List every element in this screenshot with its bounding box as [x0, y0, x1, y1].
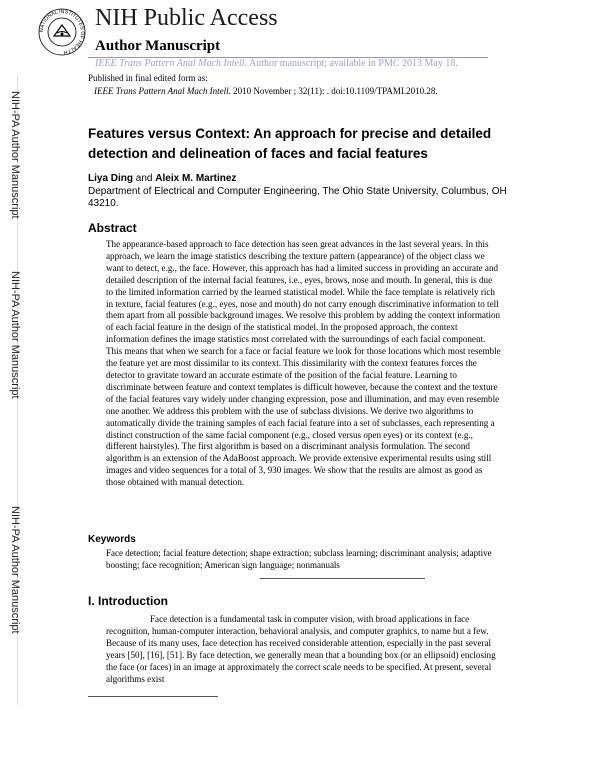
- availability-line: [95, 58, 458, 69]
- intro-heading: I. Introduction: [88, 594, 168, 608]
- availability-journal: IEEE Trans Pattern Anal Mach Intell: [95, 58, 245, 69]
- nih-public-access-title: NIH Public Access: [95, 5, 278, 31]
- abstract-heading: Abstract: [88, 221, 137, 235]
- author-manuscript-label: Author Manuscript: [95, 38, 221, 54]
- sidebar-label-1: NIH-PA Author Manuscript: [9, 91, 21, 219]
- published-citation-rest: . 2010 November ; 32(11): . doi:10.1109/TPAMI.2010.28.: [228, 86, 438, 96]
- footnote-rule: [88, 696, 218, 697]
- section-rule: [260, 578, 425, 579]
- keywords-text: Face detection; facial feature detection; shape extraction; subclass learning; discriminant analysis; adaptive boosting; face recognition; American sign language; nonmanuals: [106, 548, 492, 570]
- svg-text:NATIONAL INSTITUTES OF HEALTH: NATIONAL INSTITUTES OF HEALTH: [38, 8, 86, 55]
- sidebar-label-2: NIH-PA Author Manuscript: [9, 271, 21, 399]
- published-label: Published in final edited form as:: [88, 73, 208, 83]
- sidebar-label-3: NIH-PA Author Manuscript: [9, 506, 21, 634]
- availability-rest: . Author manuscript; available in PMC 2013 May 18.: [244, 58, 458, 69]
- published-citation: [94, 86, 438, 96]
- intro-text: Face detection is a fundamental task in computer vision, with broad applications in face recognition, human-computer interaction, behavioral analysis, and computer graphics, to name but a few. Because of its many uses, face detection has received considerable attention, especially in the past several years [50], [16], [51]. By face detection, we generally mean that a bounding box (or an ellipsoid) enclosing the face (or faces) in an image at approximately the correct scale needs to be specified. At present, several algorithms exist: [106, 614, 496, 684]
- author-1: Liya Ding: [88, 173, 134, 184]
- paper-title: Features versus Context: An approach for precise and detailed detection and delineation of faces and facial features: [88, 126, 492, 161]
- published-journal: IEEE Trans Pattern Anal Mach Intell: [94, 86, 229, 96]
- abstract-text: The appearance-based approach to face detection has seen great advances in the last several years. In this approach, we learn the image statistics describing the texture pattern (appearance) of the object class we want to detect, e.g., the face. However, this approach has had a limited success in providing an accurate and detailed description of the internal facial features, i.e., eyes, brows, nose and mouth. In general, this is due to the limited information carried by the learned statistical model. While the face template is relatively rich in texture, facial features (e.g., eyes, nose and mouth) do not carry enough discriminative information to tell them apart from all possible background images. We resolve this problem by adding the context information of each facial feature in the design of the statistical model. In the proposed approach, the context information defines the image statistics most correlated with the surroundings of each facial component. This means that when we search for a face or facial feature we look for those locations which most resemble the feature yet are most dissimilar to its context. This dissimilarity with the context features forces the detector to gravitate toward an accurate estimate of the position of the facial feature. Learning to discriminate between feature and context templates is difficult however, because the context and the texture of the facial features vary widely under changing expression, pose and illumination, and may even resemble one another. We address this problem with the use of subclass divisions. We derive two algorithms to automatically divide the training samples of each facial feature into a set of subclasses, each representing a distinct construction of the same facial component (e.g., closed versus open eyes) or its context (e.g., different hairstyles). The first algorithm is based on a discriminant analysis formulation. The second algorithm is an extension of the AdaBoost approach. We provide extensive experimental results using still images and video sequences for a total of 3, 930 images. We show that the results are almost as good as those obtained with manual detection.: [106, 239, 501, 488]
- author-2: Aleix M. Martinez: [155, 173, 237, 184]
- authors: [88, 173, 236, 184]
- nih-logo: [38, 8, 86, 56]
- affiliation: Department of Electrical and Computer Engineering, The Ohio State University, Columbus, OH 43210.: [88, 186, 507, 209]
- keywords-heading: Keywords: [88, 534, 136, 545]
- author-and: and: [133, 173, 156, 184]
